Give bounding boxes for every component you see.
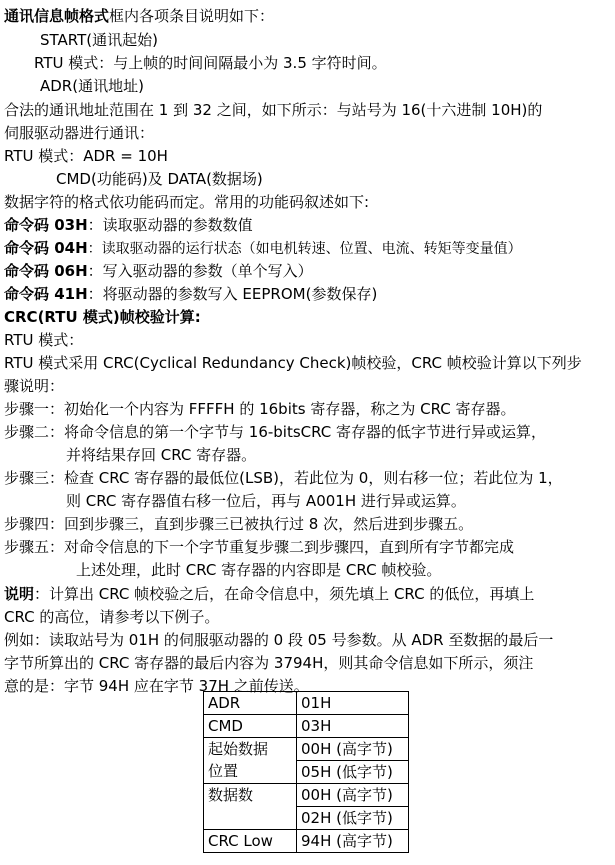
step-2-line-1: 步骤二：将命令信息的第一个字节与 16-bitsCRC 寄存器的低字节进行异或运算， <box>4 423 547 441</box>
table-cell-label: 数据数 <box>204 784 297 830</box>
command-desc: ：将驱动器的参数写入 EEPROM(参数保存) <box>87 285 378 303</box>
step-2-line-2: 并将结果存回 CRC 寄存器。 <box>66 446 257 464</box>
command-code: 命令码 03H <box>4 216 88 234</box>
note-line-1 <box>4 584 534 604</box>
rtu-mode-label: RTU 模式： <box>4 331 84 349</box>
step-1: 步骤一：初始化一个内容为 FFFFH 的 16bits 寄存器，称之为 CRC 寄存器。 <box>4 400 516 418</box>
rtu-interval-line: RTU 模式：与上帧的时间间隔最小为 3.5 字符时间。 <box>34 54 387 72</box>
table-cell-value: 00H (高字节) <box>297 738 409 761</box>
frame-format-heading <box>4 6 274 26</box>
crc-intro-line-2: 骤说明： <box>4 377 65 395</box>
start-label-line-2: 位置 <box>208 762 239 780</box>
table-row <box>204 784 409 807</box>
note-text: ：计算出 CRC 帧校验之后，在命令信息中，须先填上 CRC 的低位，再填上 <box>34 585 535 603</box>
command-06h <box>4 261 313 281</box>
table-cell-value: 05H (低字节) <box>297 761 409 784</box>
table-row <box>204 830 409 853</box>
step-5-line-2: 上述处理，此时 CRC 寄存器的内容即是 CRC 帧校验。 <box>76 561 442 579</box>
table-cell-label: CMD <box>204 715 297 738</box>
example-line-1: 例如：读取站号为 01H 的伺服驱动器的 0 段 05 号参数。从 ADR 至数据的最后一 <box>4 631 554 649</box>
table-row <box>204 738 409 761</box>
step-3-line-1: 步骤三：检查 CRC 寄存器的最低位(LSB)，若此位为 0，则右移一位；若此位为 1， <box>4 469 563 487</box>
crc-heading: CRC(RTU 模式)帧校验计算: <box>4 308 201 326</box>
rtu-adr-line: RTU 模式：ADR = 10H <box>4 147 168 165</box>
frame-format-intro: 框内各项条目说明如下： <box>109 7 275 25</box>
adr-line: ADR(通讯地址) <box>40 77 144 95</box>
command-41h <box>4 284 377 304</box>
table-cell-label <box>204 738 297 784</box>
data-format-line: 数据字符的格式依功能码而定。常用的功能码叙述如下: <box>4 193 370 211</box>
crc-intro-line-1: RTU 模式采用 CRC(Cyclical Redundancy Check)帧校验，CRC 帧校验计算以下列步 <box>4 354 582 372</box>
start-label-line-1: 起始数据 <box>208 740 269 758</box>
command-desc: ：读取驱动器的参数数值 <box>87 216 253 234</box>
command-desc: ：读取驱动器的运行状态（如电机转速、位置、电流、转矩等变量值） <box>87 241 522 257</box>
cmd-data-line: CMD(功能码)及 DATA(数据场) <box>56 170 263 188</box>
command-code: 命令码 41H <box>4 285 88 303</box>
table-cell-value: 00H (高字节) <box>297 784 409 807</box>
step-3-line-2: 则 CRC 寄存器值右移一位后，再与 A001H 进行异或运算。 <box>66 492 466 510</box>
note-line-2: CRC 的高位，请参考以下例子。 <box>4 608 220 626</box>
command-04h <box>4 238 522 258</box>
example-line-2: 字节所算出的 CRC 寄存器的最后内容为 3794H，则其命令信息如下所示，须注 <box>4 654 534 672</box>
table-cell-label: ADR <box>204 692 297 715</box>
addr-range-line-2: 伺服驱动器进行通讯： <box>4 124 155 142</box>
table-cell-label: CRC Low <box>204 830 297 853</box>
command-frame-table <box>203 691 409 853</box>
command-code: 命令码 06H <box>4 262 88 280</box>
step-4: 步骤四：回到步骤三，直到步骤三已被执行过 8 次，然后进到步骤五。 <box>4 515 474 533</box>
command-desc: ：写入驱动器的参数（单个写入） <box>87 262 313 280</box>
start-line: START(通讯起始) <box>40 31 158 49</box>
command-code: 命令码 04H <box>4 239 88 257</box>
command-03h <box>4 215 253 235</box>
table-row <box>204 692 409 715</box>
table-cell-value: 01H <box>297 692 409 715</box>
table-cell-value: 02H (低字节) <box>297 807 409 830</box>
note-label: 说明 <box>4 585 35 603</box>
table-cell-value: 03H <box>297 715 409 738</box>
frame-format-title: 通讯信息帧格式 <box>4 7 110 25</box>
example-line-3: 意的是：字节 94H 应在字节 37H 之前传送。 <box>4 677 309 695</box>
addr-range-line-1: 合法的通讯地址范围在 1 到 32 之间，如下所示：与站号为 16(十六进制 10H)的 <box>4 101 543 119</box>
step-5-line-1: 步骤五：对命令信息的下一个字节重复步骤二到步骤四，直到所有字节都完成 <box>4 538 515 556</box>
table-row <box>204 715 409 738</box>
table-cell-value: 94H (高字节) <box>297 830 409 853</box>
